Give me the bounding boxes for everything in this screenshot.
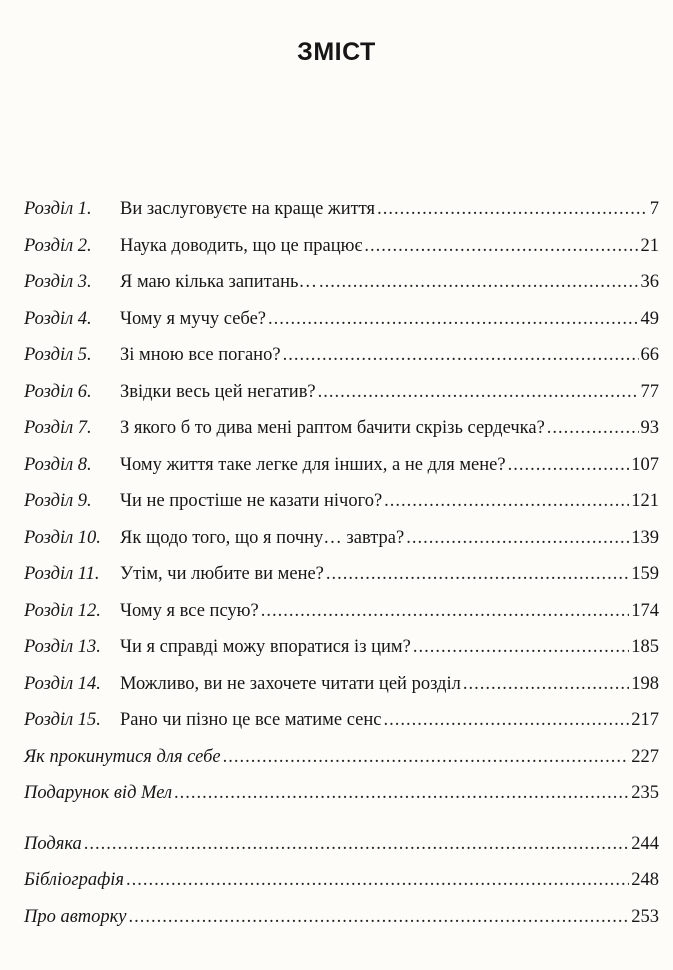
- page-number: 185: [631, 637, 659, 657]
- chapter-label: Розділ 14.: [24, 673, 101, 694]
- toc-entry-chapter-4[interactable]: [24, 301, 659, 338]
- chapter-title: Можливо, ви не захочете читати цей розділ: [120, 673, 461, 694]
- chapter-title: З якого б то дива мені раптом бачити скрізь сердечка?: [120, 418, 545, 438]
- chapter-title: Як щодо того, що я почну… завтра?: [120, 527, 405, 548]
- page-number: 198: [631, 673, 659, 694]
- page-number: 217: [631, 710, 659, 730]
- toc-entry-bibliography[interactable]: [24, 862, 659, 899]
- section-title: Як прокинутися для себе: [24, 746, 221, 767]
- toc-entry-about-author[interactable]: [24, 899, 659, 936]
- dot-leader: [547, 410, 639, 447]
- chapter-title: Чому життя таке легке для інших, а не для мене?: [120, 454, 506, 475]
- section-title: Подяка: [24, 833, 82, 854]
- toc-entry-chapter-12[interactable]: [24, 593, 659, 630]
- chapter-label: Розділ 13.: [24, 637, 101, 657]
- page-number: 21: [640, 235, 659, 256]
- toc-entry-chapter-2[interactable]: [24, 228, 659, 265]
- chapter-label: Розділ 11.: [24, 564, 100, 584]
- page-number: 121: [631, 491, 659, 511]
- chapter-label: Розділ 10.: [24, 527, 101, 548]
- page-number: 139: [631, 527, 659, 548]
- toc-entry-chapter-13[interactable]: [24, 629, 659, 666]
- page-number: 107: [631, 454, 659, 475]
- chapter-title: Ви заслуговуєте на краще життя: [120, 199, 376, 219]
- page-number: 174: [631, 600, 659, 621]
- toc-entry-chapter-3[interactable]: [24, 264, 659, 301]
- dot-leader: [261, 593, 630, 630]
- toc-entry-chapter-15[interactable]: [24, 702, 659, 739]
- chapter-title: Я маю кілька запитань…: [120, 272, 317, 292]
- chapter-title: Чому я мучу себе?: [120, 308, 267, 329]
- chapter-title: Чому я все псую?: [120, 600, 259, 621]
- chapter-label: Розділ 12.: [24, 600, 101, 621]
- page-number: 248: [631, 870, 659, 890]
- dot-leader: [283, 337, 639, 374]
- dot-leader: [268, 301, 638, 338]
- chapter-title: Наука доводить, що це працює: [120, 235, 363, 256]
- toc-entry-chapter-9[interactable]: [24, 483, 659, 520]
- toc-entry-chapter-11[interactable]: [24, 556, 659, 593]
- dot-leader: [413, 629, 629, 666]
- section-title: Бібліографія: [24, 870, 124, 890]
- page-number: 244: [631, 833, 659, 854]
- chapter-title: Чи я справді можу впоратися із цим?: [120, 637, 411, 657]
- dot-leader: [174, 775, 629, 812]
- chapter-title: Звідки весь цей негатив?: [120, 381, 316, 402]
- dot-leader: [377, 191, 648, 228]
- chapter-label: Розділ 1.: [24, 199, 92, 219]
- dot-leader: [223, 739, 630, 776]
- dot-leader: [364, 228, 638, 265]
- dot-leader: [326, 556, 629, 593]
- chapter-title: Чи не простіше не казати нічого?: [120, 491, 383, 511]
- toc-entry-chapter-1[interactable]: [24, 191, 659, 228]
- toc-entry-chapter-7[interactable]: [24, 410, 659, 447]
- page-number: 36: [640, 272, 659, 292]
- toc-entry-chapter-14[interactable]: [24, 666, 659, 703]
- chapter-title: Рано чи пізно це все матиме сенс: [120, 710, 382, 730]
- chapter-label: Розділ 9.: [24, 491, 92, 511]
- page-number: 227: [631, 746, 659, 767]
- dot-leader: [383, 702, 629, 739]
- toc-entry-chapter-8[interactable]: [24, 447, 659, 484]
- chapter-label: Розділ 3.: [24, 272, 92, 292]
- toc-entry-chapter-10[interactable]: [24, 520, 659, 557]
- chapter-label: Розділ 2.: [24, 235, 92, 256]
- section-title: Про авторку: [24, 906, 127, 927]
- toc-entry-acknowledgements[interactable]: [24, 826, 659, 863]
- page-title: ЗМІСТ: [297, 38, 376, 66]
- page-number: 253: [631, 906, 659, 927]
- table-of-contents: [24, 191, 659, 935]
- chapter-label: Розділ 6.: [24, 381, 92, 402]
- page-number: 77: [640, 381, 659, 402]
- dot-leader: [463, 666, 629, 703]
- page-number: 159: [631, 564, 659, 584]
- dot-leader: [319, 264, 639, 301]
- page-number: 235: [631, 783, 659, 803]
- dot-leader: [129, 899, 630, 936]
- dot-leader: [318, 374, 639, 411]
- toc-entry-gift[interactable]: [24, 775, 659, 812]
- dot-leader: [384, 483, 629, 520]
- dot-leader: [406, 520, 629, 557]
- toc-entry-wake-up[interactable]: [24, 739, 659, 776]
- dot-leader: [508, 447, 630, 484]
- dot-leader: [84, 826, 629, 863]
- chapter-label: Розділ 15.: [24, 710, 101, 730]
- chapter-label: Розділ 5.: [24, 345, 92, 365]
- chapter-title: Зі мною все погано?: [120, 345, 281, 365]
- page-number: 49: [640, 308, 659, 329]
- toc-entry-chapter-6[interactable]: [24, 374, 659, 411]
- page-number: 66: [640, 345, 659, 365]
- chapter-label: Розділ 7.: [24, 418, 92, 438]
- dot-leader: [126, 862, 629, 899]
- chapter-label: Розділ 8.: [24, 454, 92, 475]
- section-title: Подарунок від Мел: [24, 783, 173, 803]
- page-number: 7: [649, 199, 659, 219]
- chapter-label: Розділ 4.: [24, 308, 92, 329]
- toc-entry-chapter-5[interactable]: [24, 337, 659, 374]
- chapter-title: Утім, чи любите ви мене?: [120, 564, 324, 584]
- page-number: 93: [640, 418, 659, 438]
